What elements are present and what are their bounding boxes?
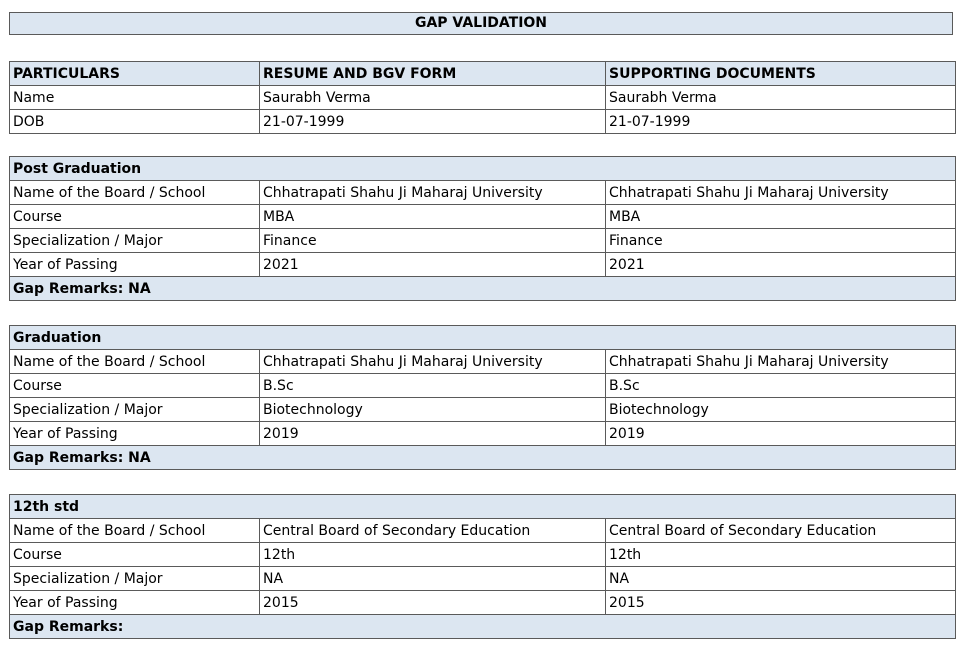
table-row	[10, 205, 956, 229]
docs-value: 2019	[606, 422, 956, 446]
row-label: Course	[10, 205, 260, 229]
resume-value: Chhatrapati Shahu Ji Maharaj University	[260, 350, 606, 374]
table-row	[10, 253, 956, 277]
docs-value: Finance	[606, 229, 956, 253]
table-row	[10, 422, 956, 446]
gap-remarks: Gap Remarks: NA	[10, 277, 956, 301]
table-row	[10, 374, 956, 398]
resume-value: 21-07-1999	[260, 110, 606, 134]
row-label: Year of Passing	[10, 422, 260, 446]
resume-value: 2015	[260, 591, 606, 615]
table-row	[10, 110, 956, 134]
table-row	[10, 567, 956, 591]
docs-value: Central Board of Secondary Education	[606, 519, 956, 543]
header-particulars: PARTICULARS	[10, 62, 260, 86]
twelfth-std-table	[9, 494, 956, 639]
table-row	[10, 398, 956, 422]
table-row	[10, 350, 956, 374]
personal-details-table	[9, 61, 956, 134]
table-row	[10, 229, 956, 253]
header-supporting-documents: SUPPORTING DOCUMENTS	[606, 62, 956, 86]
gap-remarks: Gap Remarks: NA	[10, 446, 956, 470]
row-label: Year of Passing	[10, 253, 260, 277]
row-label: Name of the Board / School	[10, 181, 260, 205]
row-label: Specialization / Major	[10, 567, 260, 591]
resume-value: 2019	[260, 422, 606, 446]
docs-value: Saurabh Verma	[606, 86, 956, 110]
row-label: DOB	[10, 110, 260, 134]
section-heading: Graduation	[10, 326, 956, 350]
row-label: Course	[10, 543, 260, 567]
row-label: Name of the Board / School	[10, 519, 260, 543]
docs-value: 12th	[606, 543, 956, 567]
docs-value: Biotechnology	[606, 398, 956, 422]
row-label: Specialization / Major	[10, 229, 260, 253]
docs-value: NA	[606, 567, 956, 591]
section-heading: Post Graduation	[10, 157, 956, 181]
page-title: GAP VALIDATION	[9, 12, 953, 35]
resume-value: Central Board of Secondary Education	[260, 519, 606, 543]
docs-value: B.Sc	[606, 374, 956, 398]
resume-value: 2021	[260, 253, 606, 277]
row-label: Year of Passing	[10, 591, 260, 615]
resume-value: MBA	[260, 205, 606, 229]
docs-value: 2015	[606, 591, 956, 615]
table-row	[10, 519, 956, 543]
table-row	[10, 181, 956, 205]
row-label: Course	[10, 374, 260, 398]
docs-value: 21-07-1999	[606, 110, 956, 134]
resume-value: Chhatrapati Shahu Ji Maharaj University	[260, 181, 606, 205]
docs-value: Chhatrapati Shahu Ji Maharaj University	[606, 350, 956, 374]
docs-value: MBA	[606, 205, 956, 229]
section-heading: 12th std	[10, 495, 956, 519]
row-label: Specialization / Major	[10, 398, 260, 422]
docs-value: Chhatrapati Shahu Ji Maharaj University	[606, 181, 956, 205]
row-label: Name of the Board / School	[10, 350, 260, 374]
header-resume-bgv: RESUME AND BGV FORM	[260, 62, 606, 86]
table-row	[10, 591, 956, 615]
resume-value: 12th	[260, 543, 606, 567]
resume-value: NA	[260, 567, 606, 591]
resume-value: Saurabh Verma	[260, 86, 606, 110]
table-row	[10, 86, 956, 110]
docs-value: 2021	[606, 253, 956, 277]
table-row	[10, 543, 956, 567]
resume-value: B.Sc	[260, 374, 606, 398]
row-label: Name	[10, 86, 260, 110]
gap-remarks: Gap Remarks:	[10, 615, 956, 639]
resume-value: Biotechnology	[260, 398, 606, 422]
resume-value: Finance	[260, 229, 606, 253]
post-graduation-table	[9, 156, 956, 301]
graduation-table	[9, 325, 956, 470]
table-header-row	[10, 62, 956, 86]
